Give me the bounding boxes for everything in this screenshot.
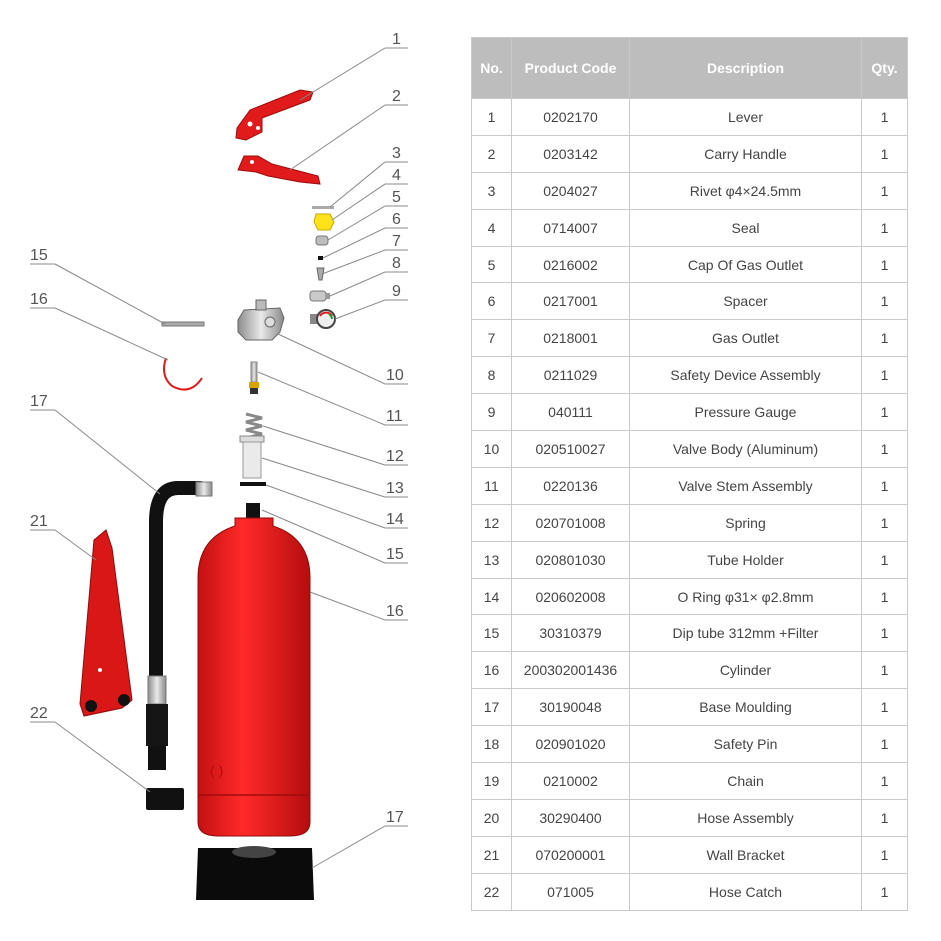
table-row <box>472 763 908 800</box>
cell-qty: 1 <box>862 799 908 836</box>
cell-product-code: 020701008 <box>512 504 630 541</box>
cell-description: Hose Assembly <box>630 799 862 836</box>
callout-label: 17 <box>386 809 404 826</box>
header-qty: Qty. <box>862 38 908 99</box>
cell-product-code: 0211029 <box>512 357 630 394</box>
cell-no: 15 <box>472 615 512 652</box>
parts-list-table <box>471 37 908 911</box>
callout-label: 3 <box>392 145 401 162</box>
cylinder-part <box>198 518 310 836</box>
cell-qty: 1 <box>862 394 908 431</box>
cell-qty: 1 <box>862 135 908 172</box>
callout-label: 22 <box>30 705 48 722</box>
callout-label: 4 <box>392 167 401 184</box>
table-row <box>472 504 908 541</box>
cell-no: 2 <box>472 135 512 172</box>
table-row <box>472 246 908 283</box>
lever-part <box>236 90 313 140</box>
safety-pin-part <box>162 322 204 326</box>
header-description: Description <box>630 38 862 99</box>
cell-product-code: 0210002 <box>512 763 630 800</box>
table-row <box>472 836 908 873</box>
table-row <box>472 394 908 431</box>
cell-description: Spring <box>630 504 862 541</box>
callout-label: 14 <box>386 511 404 528</box>
table-row <box>472 209 908 246</box>
cell-qty: 1 <box>862 504 908 541</box>
cell-product-code: 020801030 <box>512 541 630 578</box>
cell-description: Wall Bracket <box>630 836 862 873</box>
table-row <box>472 615 908 652</box>
table-row <box>472 578 908 615</box>
table-row <box>472 467 908 504</box>
valve-body-part <box>238 300 284 340</box>
cell-description: Lever <box>630 99 862 136</box>
cell-product-code: 071005 <box>512 873 630 910</box>
cell-qty: 1 <box>862 836 908 873</box>
table-row <box>472 99 908 136</box>
seal-part <box>314 214 334 230</box>
callout-label: 2 <box>392 88 401 105</box>
cell-qty: 1 <box>862 467 908 504</box>
cell-no: 11 <box>472 467 512 504</box>
table-row <box>472 873 908 910</box>
carry-handle-part <box>238 156 320 184</box>
cell-qty: 1 <box>862 357 908 394</box>
header-product-code: Product Code <box>512 38 630 99</box>
callout-label: 6 <box>392 211 401 228</box>
callout-label: 16 <box>30 291 48 308</box>
wall-bracket-part <box>80 530 132 716</box>
cell-qty: 1 <box>862 431 908 468</box>
cell-no: 4 <box>472 209 512 246</box>
pressure-gauge-part <box>310 310 335 328</box>
cell-qty: 1 <box>862 99 908 136</box>
cell-product-code: 070200001 <box>512 836 630 873</box>
safety-device-part <box>310 291 330 301</box>
cell-description: Safety Pin <box>630 726 862 763</box>
cell-product-code: 0216002 <box>512 246 630 283</box>
gas-outlet-cap-part <box>316 236 328 245</box>
cell-no: 6 <box>472 283 512 320</box>
cell-no: 5 <box>472 246 512 283</box>
table-row <box>472 172 908 209</box>
cell-no: 10 <box>472 431 512 468</box>
cell-product-code: 0218001 <box>512 320 630 357</box>
cell-qty: 1 <box>862 726 908 763</box>
cell-product-code: 0203142 <box>512 135 630 172</box>
callout-label: 16 <box>386 603 404 620</box>
table-row <box>472 135 908 172</box>
table-header-row <box>472 38 908 99</box>
cell-no: 20 <box>472 799 512 836</box>
cell-product-code: 020510027 <box>512 431 630 468</box>
cell-no: 13 <box>472 541 512 578</box>
callout-label: 1 <box>392 31 401 48</box>
table-row <box>472 431 908 468</box>
callout-label: 17 <box>30 393 48 410</box>
cell-description: Pressure Gauge <box>630 394 862 431</box>
cell-description: Chain <box>630 763 862 800</box>
tube-holder-part <box>240 436 264 478</box>
cell-no: 3 <box>472 172 512 209</box>
cell-description: Gas Outlet <box>630 320 862 357</box>
cell-product-code: 30290400 <box>512 799 630 836</box>
cell-no: 1 <box>472 99 512 136</box>
cell-no: 16 <box>472 652 512 689</box>
table-row <box>472 320 908 357</box>
cell-no: 18 <box>472 726 512 763</box>
cell-no: 9 <box>472 394 512 431</box>
cell-product-code: 30190048 <box>512 689 630 726</box>
cell-qty: 1 <box>862 689 908 726</box>
cell-description: Tube Holder <box>630 541 862 578</box>
cell-product-code: 020901020 <box>512 726 630 763</box>
cell-description: Cap Of Gas Outlet <box>630 246 862 283</box>
cell-description: Valve Body (Aluminum) <box>630 431 862 468</box>
cell-description: O Ring φ31× φ2.8mm <box>630 578 862 615</box>
cell-product-code: 0714007 <box>512 209 630 246</box>
cell-no: 14 <box>472 578 512 615</box>
callout-label: 15 <box>386 546 404 563</box>
cell-qty: 1 <box>862 578 908 615</box>
o-ring-part <box>240 482 266 486</box>
cell-no: 19 <box>472 763 512 800</box>
cell-product-code: 200302001436 <box>512 652 630 689</box>
cell-product-code: 0204027 <box>512 172 630 209</box>
cell-description: Rivet φ4×24.5mm <box>630 172 862 209</box>
cell-no: 22 <box>472 873 512 910</box>
svg-text:( ): ( ) <box>210 762 224 778</box>
table-row <box>472 357 908 394</box>
cell-qty: 1 <box>862 172 908 209</box>
callout-label: 11 <box>386 408 403 425</box>
cell-description: Cylinder <box>630 652 862 689</box>
table-row <box>472 726 908 763</box>
spacer-part <box>318 256 323 260</box>
cell-no: 12 <box>472 504 512 541</box>
cell-qty: 1 <box>862 652 908 689</box>
cell-qty: 1 <box>862 320 908 357</box>
callout-label: 12 <box>386 448 404 465</box>
cell-product-code: 30310379 <box>512 615 630 652</box>
chain-part <box>164 358 202 390</box>
cell-product-code: 0220136 <box>512 467 630 504</box>
cell-description: Carry Handle <box>630 135 862 172</box>
cell-no: 17 <box>472 689 512 726</box>
callout-label: 7 <box>392 233 401 250</box>
cell-description: Hose Catch <box>630 873 862 910</box>
cell-qty: 1 <box>862 246 908 283</box>
cell-no: 8 <box>472 357 512 394</box>
cell-no: 7 <box>472 320 512 357</box>
callout-label: 13 <box>386 480 404 497</box>
callout-label: 15 <box>30 247 48 264</box>
cell-product-code: 0217001 <box>512 283 630 320</box>
valve-stem-part <box>249 362 259 394</box>
table-row <box>472 799 908 836</box>
cell-no: 21 <box>472 836 512 873</box>
cell-qty: 1 <box>862 873 908 910</box>
cell-product-code: 020602008 <box>512 578 630 615</box>
cell-description: Seal <box>630 209 862 246</box>
cell-product-code: 040111 <box>512 394 630 431</box>
cell-qty: 1 <box>862 763 908 800</box>
table-row <box>472 283 908 320</box>
base-moulding-part <box>196 846 314 900</box>
table-row <box>472 689 908 726</box>
spring-part <box>246 414 262 438</box>
table-row <box>472 541 908 578</box>
callout-label: 21 <box>30 513 48 530</box>
callout-label: 8 <box>392 255 401 272</box>
table-row <box>472 652 908 689</box>
header-no: No. <box>472 38 512 99</box>
dip-tube-part <box>246 503 260 519</box>
cell-product-code: 0202170 <box>512 99 630 136</box>
hose-catch-part <box>146 788 184 810</box>
cell-qty: 1 <box>862 541 908 578</box>
cell-description: Safety Device Assembly <box>630 357 862 394</box>
cell-description: Valve Stem Assembly <box>630 467 862 504</box>
exploded-parts-diagram <box>0 0 470 941</box>
cell-description: Spacer <box>630 283 862 320</box>
callout-label: 5 <box>392 189 401 206</box>
cell-qty: 1 <box>862 283 908 320</box>
callout-label: 9 <box>392 283 401 300</box>
cell-qty: 1 <box>862 209 908 246</box>
callout-label: 10 <box>386 367 404 384</box>
cell-description: Base Moulding <box>630 689 862 726</box>
cell-description: Dip tube 312mm +Filter <box>630 615 862 652</box>
cell-qty: 1 <box>862 615 908 652</box>
